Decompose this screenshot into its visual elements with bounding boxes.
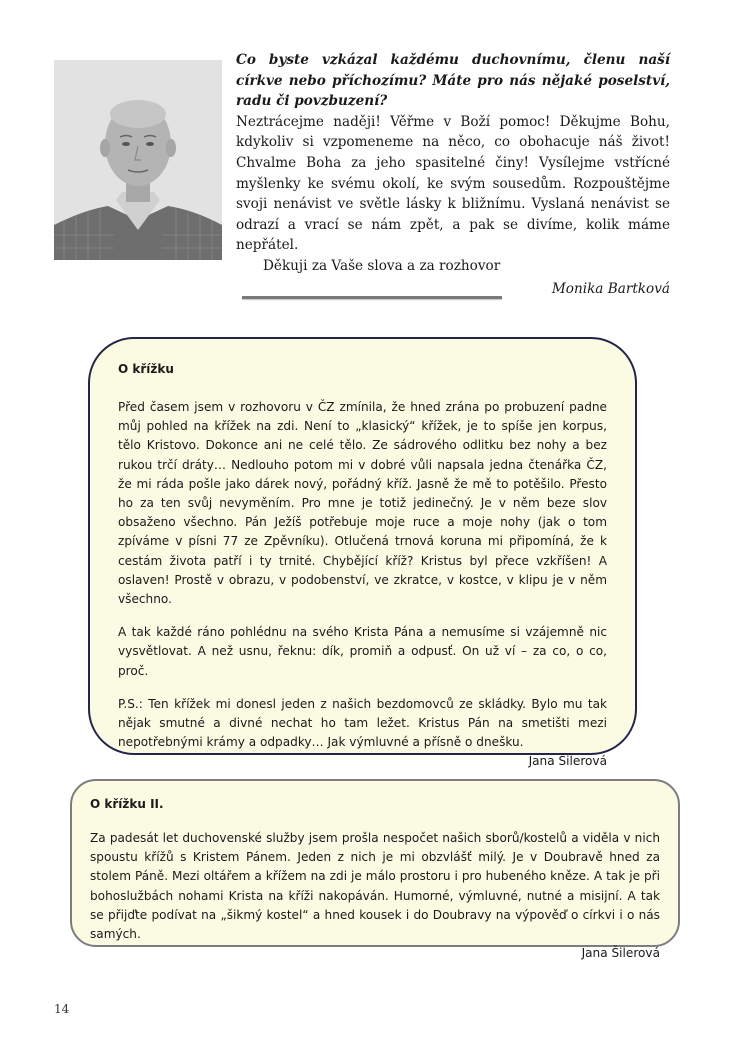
portrait-photo (54, 60, 222, 260)
interview-signature: Monika Bartková (551, 280, 670, 297)
article-signature: Jana Šilerová (528, 754, 607, 769)
article-paragraph: Za padesát let duchovenské služby jsem prošla nespočet našich sborů/kostelů a viděla v nich spoustu křížů s Kristem Pánem. Jeden z nich je mi obzvlášť milý. Je v Doubravě hned za stolem Páně. Mezi oltářem a křížem na zdi je málo prostoru i pro hubeného kněze. A tak je při bohoslužbách nohami Krista na kříži nakopáván. Humorné, výmluvné, nutné a misijní. A tak se přijďte podívat na „šikmý kostel“ a hned kousek i do Doubravy na výpověď o církvi i o nás samých. (90, 831, 660, 942)
article-paragraph-2: A tak každé ráno pohlédnu na svého Krista Pána a nemusíme si vzájemně nic vysvětlovat. A než usnu, řeknu: dík, promiň a odpusť. On už ví – za co, o co, proč. (118, 625, 607, 678)
interview-thanks: Děkuji za Vaše slova a za rozhovor (263, 257, 501, 274)
interview-answer: Neztrácejme naději! Věřme v Boží pomoc! Děkujme Bohu, kdykoliv si vzpomeneme na něco, co obohacuje náš život! Chvalme Boha za jeho spasitelné činy! Vysílejme vstřícné myšlenky ke svému okolí, ke svým sousedům. Rozpouštějme svoji nenávist ve světle lásky k bližnímu. Vyslaná nenávist se odrazí a vrací se nám zpět, a pak se divíme, kolik máme nepřátel. (236, 113, 670, 254)
article-paragraph-1: Před časem jsem v rozhovoru v ČZ zmínila, že hned zrána po probuzení padne můj pohled na křížek na zdi. Není to „klasický“ křížek, je to spíše jen korpus, tělo Kristovo. Dokonce ani ne celé tělo. Ze sádrového odlitku bez nohy a bez rukou trčí dráty… Nedlouho potom mi v dobré vůli napsala jedna čtenářka ČZ, že mi ráda pošle jako dárek nový, pořádný kříž. Jasně že mě to potěšilo. Přesto ho za ten svůj nevyměním. Pro mne je totiž jedinečný. Je v něm beze slov obsaženo všechno. Pán Ježíš potřebuje moje ruce a moje nohy (jak o tom zpíváme v písni 77 ze Zpěvníku). Otlučená trnová koruna mi připomíná, že k cestám života patří i ty trnité. Chybějící kříž? Kristus byl přece vzkříšen! A oslaven! Prostě v obrazu, v podobenství, ve zkratce, v kostce, v klipu je v něm všechno. (118, 400, 607, 607)
article-title: O křížku (118, 362, 174, 376)
interview-question: Co byste vzkázal každému duchovnímu, členu naší církve nebo příchozímu? Máte pro nás nějaké poselství, radu či povzbuzení? (236, 52, 670, 110)
article-signature: Jana Šilerová (581, 946, 660, 961)
article-paragraph-3: P.S.: Ten křížek mi donesl jeden z našich bezdomovců ze skládky. Bylo mu tak nějak smutné a divné nechat ho tam ležet. Kristus Pán na smetišti mezi nepotřebnými krámy a odpadky… Jak výmluvné a přísně o dnešku. (118, 696, 607, 750)
interview-section (236, 50, 670, 299)
article-box-o-krizku (88, 337, 637, 769)
section-divider (242, 296, 502, 299)
article-box-o-krizku-ii (70, 779, 680, 961)
article-title: O křížku II. (90, 797, 164, 811)
page-number: 14 (54, 1002, 70, 1016)
portrait-illustration (54, 60, 222, 260)
